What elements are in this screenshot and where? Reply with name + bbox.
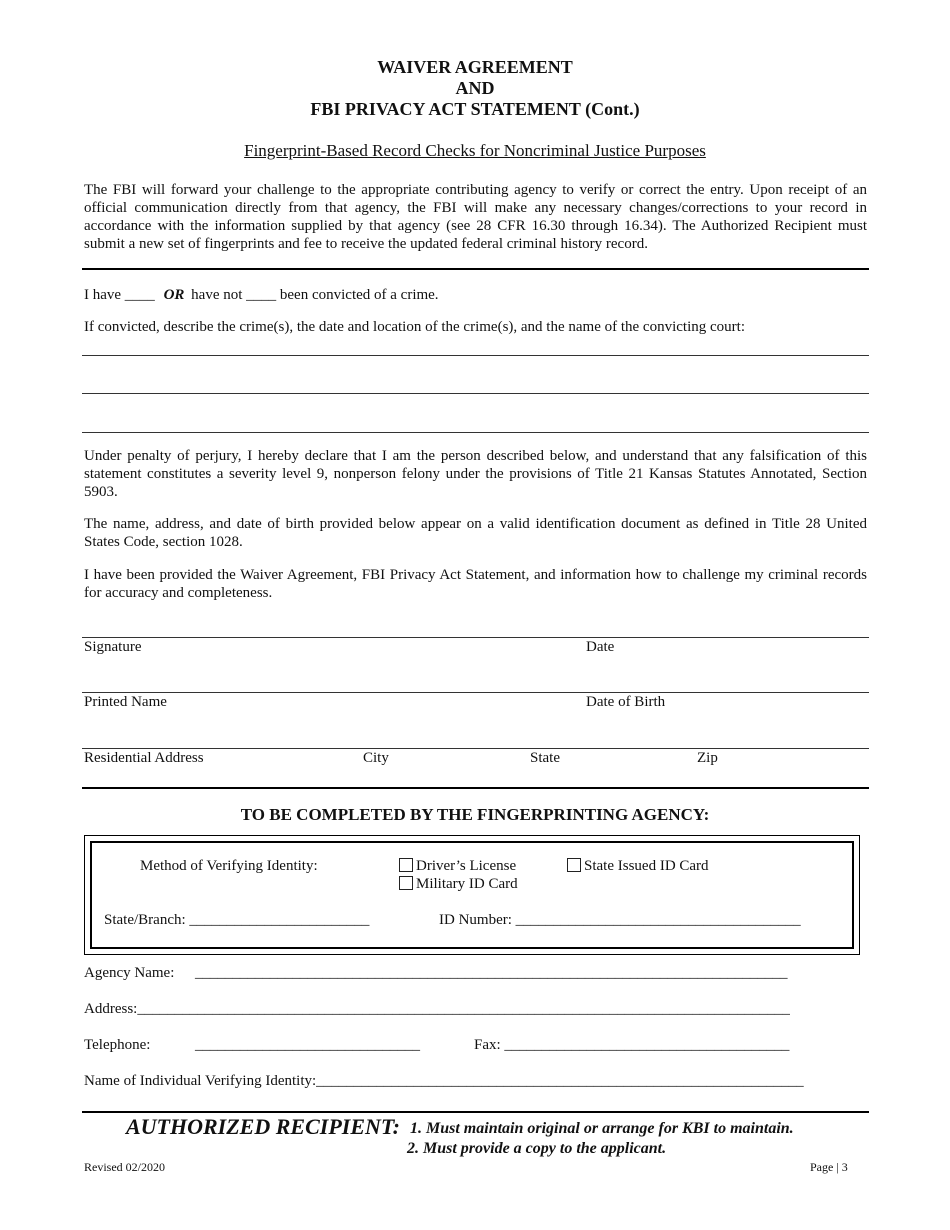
- title-line-1: WAIVER AGREEMENT: [377, 57, 573, 77]
- address-line[interactable]: [82, 748, 869, 749]
- military-id-label: Military ID Card: [416, 876, 518, 892]
- fax-field[interactable]: Fax: ______________________________________: [474, 1037, 790, 1053]
- identification-declaration: The name, address, and date of birth provided below appear on a valid identification document as defined in Title 28 United States Code, section 1028.: [84, 516, 867, 550]
- id-number-field[interactable]: ID Number: ______________________________________: [439, 912, 801, 928]
- agency-divider: [82, 787, 869, 789]
- conviction-statement: [84, 287, 439, 304]
- recipient-divider: [82, 1111, 869, 1113]
- telephone-field[interactable]: ______________________________: [195, 1037, 420, 1053]
- agency-heading: TO BE COMPLETED BY THE FINGERPRINTING AGENCY:: [240, 805, 710, 824]
- address-field[interactable]: Address:_______________________________________________________________________________________: [84, 1001, 790, 1017]
- intro-paragraph: The FBI will forward your challenge to the appropriate contributing agency to verify or correct the entry. Upon receipt of an official communication directly from that agency, the FBI will make any necessary changes/corrections to your record in accordance with the information supplied by that agency (see 28 CFR 16.30 through 16.34). The Authorized Recipient must submit a new set of fingerprints and fee to receive the updated federal criminal history record.: [84, 182, 867, 252]
- have-text[interactable]: I have ____: [84, 287, 155, 303]
- provided-declaration: I have been provided the Waiver Agreement, FBI Privacy Act Statement, and information how to challenge my criminal records for accuracy and completeness.: [84, 567, 867, 601]
- military-id-option[interactable]: [399, 876, 518, 893]
- or-text: OR: [163, 287, 185, 303]
- perjury-declaration: Under penalty of perjury, I hereby declare that I am the person described below, and understand that any falsification of this statement constitutes a severity level 9, nonperson felony under the provisions of Title 21 Kansas Statutes Annotated, Section 5903.: [84, 448, 867, 500]
- state-label: State: [530, 750, 560, 766]
- title-line-2: AND: [455, 78, 495, 98]
- zip-label: Zip: [697, 750, 718, 766]
- state-id-checkbox[interactable]: [567, 858, 581, 872]
- recipient-item-2: 2. Must provide a copy to the applicant.: [407, 1140, 667, 1157]
- telephone-label: Telephone:: [84, 1037, 151, 1053]
- printed-name-label: Printed Name: [84, 694, 167, 710]
- subtitle: Fingerprint-Based Record Checks for Noncriminal Justice Purposes: [244, 141, 706, 160]
- agency-name-label: Agency Name:: [84, 965, 175, 981]
- title-line-3: FBI PRIVACY ACT STATEMENT (Cont.): [310, 99, 640, 119]
- drivers-license-option[interactable]: [399, 858, 516, 875]
- describe-prompt: If convicted, describe the crime(s), the date and location of the crime(s), and the name of the convicting court:: [84, 319, 745, 335]
- state-id-label: State Issued ID Card: [584, 858, 709, 874]
- recipient-item-1: 1. Must maintain original or arrange for KBI to maintain.: [410, 1120, 794, 1137]
- printed-name-line[interactable]: [82, 692, 869, 693]
- drivers-license-checkbox[interactable]: [399, 858, 413, 872]
- authorized-recipient-heading: AUTHORIZED RECIPIENT:: [126, 1114, 401, 1139]
- residential-address-label: Residential Address: [84, 750, 204, 766]
- describe-line-3[interactable]: [82, 432, 869, 433]
- signature-line[interactable]: [82, 637, 869, 638]
- page-number: Page | 3: [810, 1160, 848, 1174]
- have-not-text[interactable]: have not ____ been convicted of a crime.: [191, 287, 439, 303]
- describe-line-1[interactable]: [82, 355, 869, 356]
- verification-box: [84, 835, 860, 955]
- signature-label: Signature: [84, 639, 142, 655]
- state-branch-field[interactable]: State/Branch: ________________________: [104, 912, 370, 928]
- revised-date: Revised 02/2020: [84, 1160, 165, 1174]
- verifier-name-field[interactable]: Name of Individual Verifying Identity:_________________________________________________________________: [84, 1073, 804, 1089]
- describe-line-2[interactable]: [82, 393, 869, 394]
- section-divider: [82, 268, 869, 270]
- date-of-birth-label: Date of Birth: [586, 694, 666, 710]
- state-id-option[interactable]: [567, 858, 709, 875]
- drivers-license-label: Driver’s License: [416, 858, 517, 874]
- agency-name-field[interactable]: _______________________________________________________________________________: [195, 965, 788, 981]
- city-label: City: [363, 750, 389, 766]
- military-id-checkbox[interactable]: [399, 876, 413, 890]
- date-label: Date: [586, 639, 615, 655]
- method-label: Method of Verifying Identity:: [140, 858, 318, 874]
